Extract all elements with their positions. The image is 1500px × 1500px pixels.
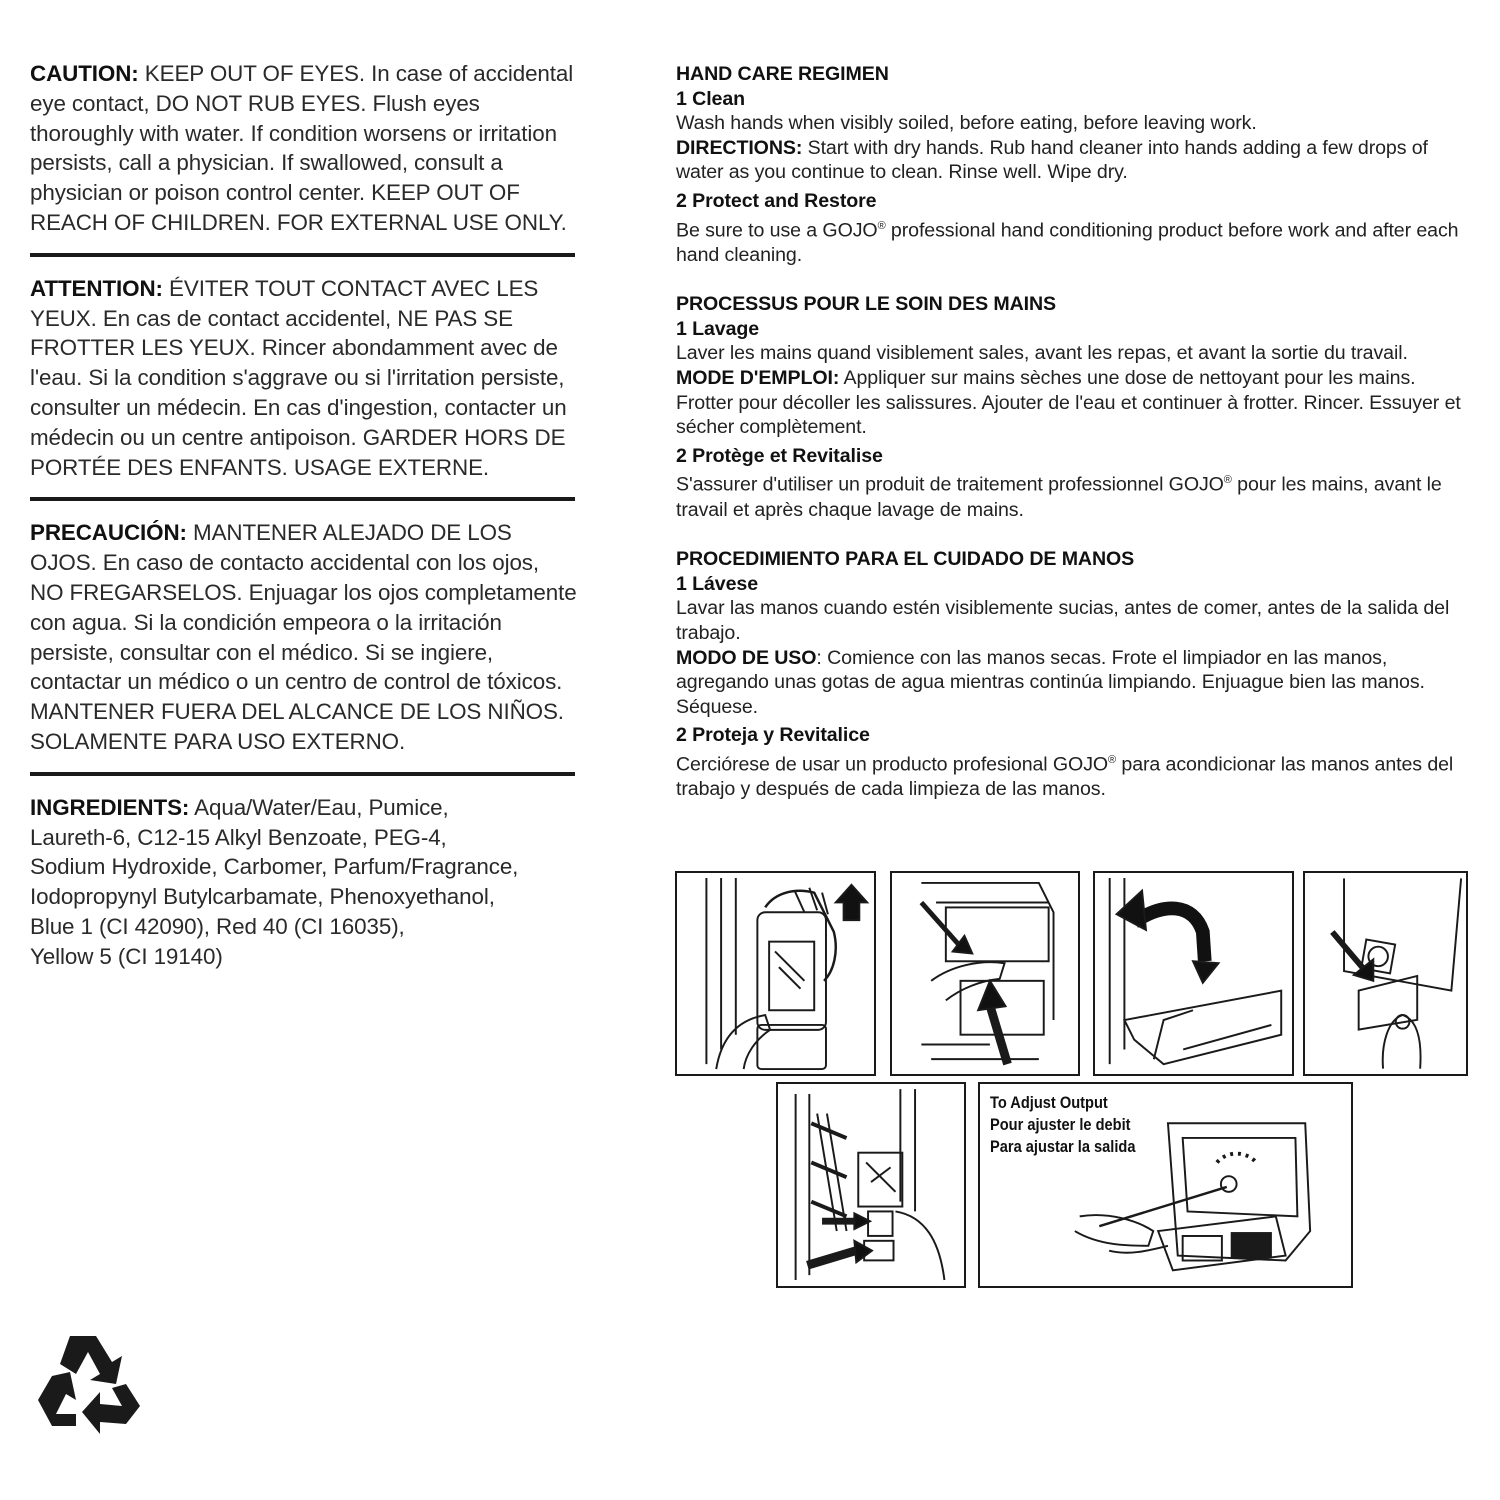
step-title: 2 Protège et Revitalise [676, 444, 883, 467]
ingredients-line: Blue 1 (CI 42090), Red 40 (CI 16035), [30, 913, 405, 939]
caution-es [30, 518, 578, 756]
directions: MODO DE USO: Comience con las manos secas. Frote el limpiador en las manos, agregando unas gotas de agua mientras continúa limpiando. Enjuague bien las manos. Séquese. [676, 646, 1425, 718]
regimen-title: PROCESSUS POUR LE SOIN DES MAINS [676, 293, 1057, 316]
adjust-output-fr: Pour ajuster le debit [990, 1115, 1131, 1134]
step-title: 1 Lávese [676, 572, 758, 595]
ingredients-line: Aqua/Water/Eau, Pumice, [189, 794, 449, 820]
directions-label: MODO DE USO [676, 646, 817, 669]
ingredients-line: Laureth-6, C12-15 Alkyl Benzoate, PEG-4, [30, 824, 447, 850]
illustration-insert-refill [890, 871, 1080, 1076]
step-text: Be sure to use a GOJO® professional hand conditioning product before work and after each hand cleaning. [676, 219, 1459, 266]
ingredients-line: Sodium Hydroxide, Carbomer, Parfum/Fragrance, [30, 854, 519, 880]
attention-text: ÉVITER TOUT CONTACT AVEC LES YEUX. En cas de contact accidentel, NE PAS SE FROTTER LES YEUX. Rincer abondamment avec de l'eau. Si la condition s'aggrave ou si l'irritation persiste, consulter un médecin. En cas d'ingestion, contacter un médecin ou un centre antipoison. GARDER HORS DE PORTÉE DES ENFANTS. USAGE EXTERNE. [30, 275, 567, 480]
ingredients-line: Iodopropynyl Butylcarbamate, Phenoxyethanol, [30, 884, 495, 910]
step-text: S'assurer d'utiliser un produit de traitement professionnel GOJO® pour les mains, avant le travail et après chaque lavage de mains. [676, 473, 1442, 521]
warnings-column [30, 59, 578, 972]
regimen-es [676, 547, 1476, 801]
recycle-icon [30, 1330, 142, 1434]
registered-mark: ® [1223, 474, 1232, 487]
divider [30, 772, 575, 776]
caution-text: KEEP OUT OF EYES. In case of accidental eye contact, DO NOT RUB EYES. Flush eyes thoroughly with water. If condition worsens or irritation persists, call a physician. If swallowed, consult a physician or poison control center. KEEP OUT OF REACH OF CHILDREN. FOR EXTERNAL USE ONLY. [30, 61, 574, 235]
step-text: Cerciórese de usar un producto profesional GOJO® para acondicionar las manos antes del trabajo y después de cada limpieza de las manos. [676, 753, 1454, 801]
step-title: 1 Clean [676, 87, 745, 110]
step-text: Wash hands when visibly soiled, before eating, before leaving work. [676, 112, 1257, 135]
caution-en [30, 59, 578, 238]
illustration-open-cover [675, 871, 876, 1076]
illustration-close-cover [1093, 871, 1294, 1076]
precaucion-text: MANTENER ALEJADO DE LOS OJOS. En caso de contacto accidental con los ojos, NO FREGARSELOS. Enjuagar los ojos completamente con agua. Si la condición empeora o la irritación persiste, consultar con el médico. Si se ingiere, contactar un médico o un centro de control de tóxicos. MANTENER FUERA DEL ALCANCE DE LOS NIÑOS. SOLAMENTE PARA USO EXTERNO. [30, 520, 577, 754]
adjust-output-es: Para ajustar la salida [990, 1137, 1136, 1156]
directions-label: MODE D'EMPLOI: [676, 367, 840, 390]
illustration-remove-refill [776, 1082, 966, 1288]
regimen-fr [676, 292, 1476, 522]
divider [30, 253, 575, 257]
regimens-column [676, 62, 1476, 802]
registered-mark: ® [1108, 753, 1117, 766]
step-text: Lavar las manos cuando estén visiblemente sucias, antes de comer, antes de la salida del trabajo. [676, 597, 1450, 644]
step-text: Laver les mains quand visiblement sales, avant les repas, et avant la sortie du travail. [676, 342, 1408, 365]
divider [30, 497, 575, 501]
directions-label: DIRECTIONS: [676, 136, 803, 159]
regimen-title: PROCEDIMIENTO PARA EL CUIDADO DE MANOS [676, 548, 1135, 571]
caution-label: CAUTION: [30, 61, 139, 86]
step-title: 2 Proteja y Revitalice [676, 724, 870, 747]
step-title: 1 Lavage [676, 317, 760, 340]
ingredients [30, 793, 578, 972]
directions: DIRECTIONS: Start with dry hands. Rub hand cleaner into hands adding a few drops of water as you continue to clean. Rinse well. Wipe dry. [676, 136, 1428, 184]
regimen-title: HAND CARE REGIMEN [676, 63, 889, 85]
precaucion-label: PRECAUCIÓN: [30, 520, 187, 546]
registered-mark: ® [877, 219, 886, 232]
ingredients-label: INGREDIENTS: [30, 794, 190, 820]
ingredients-line: Yellow 5 (CI 19140) [30, 943, 223, 969]
directions: MODE D'EMPLOI: Appliquer sur mains sèches une dose de nettoyant pour les mains. Frotter pour décoller les salissures. Ajouter de l'eau et continuer à frotter. Rincer. Essuyer et sécher complètement. [676, 367, 1461, 439]
attention-label: ATTENTION: [30, 275, 163, 301]
adjust-output-en: To Adjust Output [990, 1093, 1108, 1112]
caution-fr [30, 274, 578, 483]
step-title: 2 Protect and Restore [676, 189, 877, 212]
illustration-refill-nozzle [1303, 871, 1468, 1076]
regimen-en [676, 62, 1476, 267]
illustration-adjust-output [978, 1082, 1353, 1288]
